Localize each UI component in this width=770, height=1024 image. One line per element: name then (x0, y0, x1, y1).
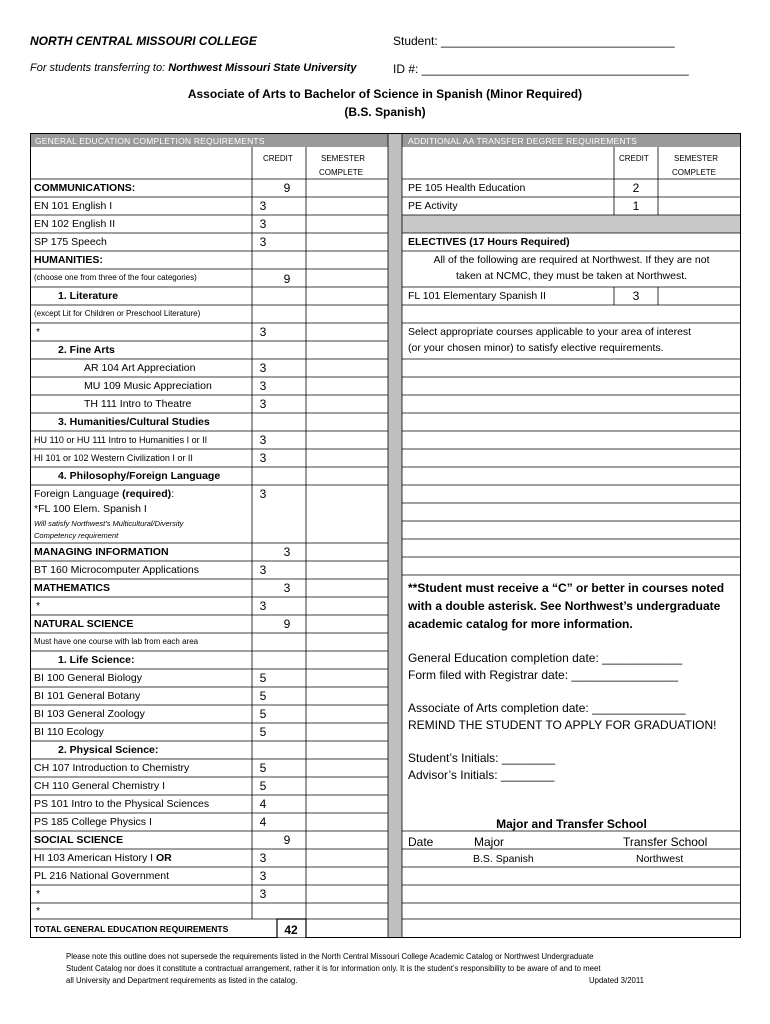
course-pe105: PE 105 Health Education (408, 182, 526, 194)
course-bi101: BI 101 General Botany (34, 690, 141, 702)
course-hi103: HI 103 American History I (34, 852, 156, 864)
credit-pl216: 3 (259, 869, 267, 883)
right-credit-header: CREDIT (619, 154, 649, 163)
credit-bt160: 3 (259, 563, 267, 577)
course-ps101: PS 101 Intro to the Physical Sciences (34, 798, 210, 810)
course-mu109: MU 109 Music Appreciation (84, 380, 212, 392)
managing-total: 3 (283, 545, 291, 559)
multicultural-note-1: Will satisfy Northwest’s Multicultural/Diversity (34, 519, 184, 528)
credit-mu109: 3 (259, 379, 267, 393)
communications-heading: COMMUNICATIONS: (34, 182, 136, 194)
socsci-elective-2: * (36, 905, 41, 917)
transfer-school: Northwest Missouri State University (168, 62, 357, 74)
electives-heading: ELECTIVES (17 Hours Required) (408, 236, 570, 248)
remind-note: REMIND THE STUDENT TO APPLY FOR GRADUATION! (408, 718, 717, 732)
credit-th111: 3 (259, 397, 267, 411)
credit-ar104: 3 (259, 361, 267, 375)
page-subtitle: (B.S. Spanish) (344, 105, 426, 119)
literature-elective: * (36, 326, 41, 338)
life-science-heading: 1. Life Science: (58, 654, 135, 666)
math-heading: MATHEMATICS (34, 582, 111, 594)
philo-heading: 4. Philosophy/Foreign Language (58, 470, 221, 482)
credit-math: 3 (259, 599, 267, 613)
course-hi101: HI 101 or 102 Western Civilization I or II (34, 453, 193, 463)
or-label: OR (155, 852, 172, 864)
course-pl216: PL 216 National Government (34, 870, 170, 882)
electives-note-1: All of the following are required at Northwest. If they are not (433, 254, 710, 266)
credit-pe105: 2 (632, 181, 640, 195)
credit-hi101: 3 (259, 451, 267, 465)
footer-line-3-row (66, 975, 726, 987)
major-value: B.S. Spanish (473, 853, 534, 865)
course-bi100: BI 100 General Biology (34, 672, 142, 684)
course-ar104: AR 104 Art Appreciation (84, 362, 196, 374)
advisor-initials-field[interactable]: Advisor’s Initials: ________ (408, 768, 555, 782)
math-elective: * (36, 600, 41, 612)
left-complete-header: COMPLETE (319, 168, 364, 177)
student-field[interactable]: Student: ___________________________________ (393, 34, 675, 48)
course-hi103-line (34, 852, 172, 864)
fine-arts-heading: 2. Fine Arts (58, 344, 115, 356)
page-title: Associate of Arts to Bachelor of Science in Spanish (Minor Required) (187, 87, 583, 101)
total-label: TOTAL GENERAL EDUCATION REQUIREMENTS (34, 924, 229, 934)
managing-heading: MANAGING INFORMATION (34, 546, 169, 558)
credit-ch110: 5 (259, 779, 267, 793)
credit-fl101: 3 (632, 289, 640, 303)
left-semester-header: SEMESTER (321, 154, 366, 163)
transfer-line (30, 62, 356, 74)
socsci-elective-1: * (36, 888, 41, 900)
right-complete-header: COMPLETE (672, 168, 717, 177)
college-name: NORTH CENTRAL MISSOURI COLLEGE (30, 34, 257, 48)
foreign-colon: : (171, 488, 175, 500)
foreign-language-line (34, 488, 174, 500)
humanities-heading: HUMANITIES: (34, 254, 103, 266)
course-en101: EN 101 English I (34, 200, 113, 212)
natsci-heading: NATURAL SCIENCE (34, 618, 134, 630)
natsci-note: Must have one course with lab from each area (34, 637, 199, 646)
credit-en101: 3 (259, 199, 267, 213)
literature-note: (except Lit for Children or Preschool Literature) (34, 309, 201, 318)
credit-bi110: 5 (259, 725, 267, 739)
physical-science-heading: 2. Physical Science: (58, 744, 159, 756)
left-credit-header: CREDIT (263, 154, 293, 163)
total-value: 42 (284, 923, 298, 937)
credit-literature: 3 (259, 325, 267, 339)
form-filed-field[interactable]: Form filed with Registrar date: ________________ (408, 668, 679, 682)
hum-cult-heading: 3. Humanities/Cultural Studies (58, 416, 210, 428)
grade-note: **Student must receive a “C” or better in courses noted with a double asterisk. See Northwest’s undergraduate academic catalog for more information. (408, 581, 725, 631)
footer-line-3: all University and Department requirements as listed in the catalog. (66, 976, 298, 985)
credit-socsci-elective-1: 3 (259, 887, 267, 901)
multicultural-note-2: Competency requirement (34, 531, 119, 540)
humanities-note: (choose one from three of the four categories) (34, 273, 197, 282)
course-th111: TH 111 Intro to Theatre (84, 398, 192, 410)
electives-note-2: taken at NCMC, they must be taken at Northwest. (455, 270, 688, 282)
footer-line-1: Please note this outline does not supersede the requirements listed in the North Central Missouri College Academic Catalog or Northwest Undergraduate (66, 952, 594, 961)
credit-hu110: 3 (259, 433, 267, 447)
literature-heading: 1. Literature (58, 290, 119, 302)
required-label: (required) (122, 488, 172, 500)
select-note-2: (or your chosen minor) to satisfy elective requirements. (408, 342, 664, 354)
math-total: 3 (283, 581, 291, 595)
credit-ps185: 4 (259, 815, 267, 829)
humanities-total: 9 (283, 272, 291, 286)
gen-ed-header: GENERAL EDUCATION COMPLETION REQUIREMENTS (35, 136, 265, 146)
select-note-1: Select appropriate courses applicable to your area of interest (408, 326, 692, 338)
course-fl101: FL 101 Elementary Spanish II (408, 290, 546, 302)
socsci-heading: SOCIAL SCIENCE (34, 834, 124, 846)
communications-total: 9 (283, 181, 291, 195)
major-column-label: Major (474, 835, 505, 849)
credit-hi103: 3 (259, 851, 267, 865)
credit-ps101: 4 (259, 797, 267, 811)
course-ps185: PS 185 College Physics I (34, 816, 152, 828)
credit-en102: 3 (259, 217, 267, 231)
credit-bi103: 5 (259, 707, 267, 721)
credit-sp175: 3 (259, 235, 267, 249)
natsci-total: 9 (283, 617, 291, 631)
footer-disclaimer (66, 951, 726, 987)
course-ch110: CH 110 General Chemistry I (34, 780, 166, 792)
course-sp175: SP 175 Speech (34, 236, 107, 248)
id-field[interactable]: ID #: ________________________________________ (393, 62, 689, 76)
credit-bi100: 5 (259, 671, 267, 685)
requirements-grid (30, 133, 741, 938)
updated-date: Updated 3/2011 (589, 976, 644, 985)
course-fl100: *FL 100 Elem. Spanish I (34, 503, 147, 515)
socsci-total: 9 (283, 833, 291, 847)
course-bt160: BT 160 Microcomputer Applications (34, 564, 199, 576)
course-pe-activity: PE Activity (408, 200, 458, 212)
major-transfer-heading: Major and Transfer School (496, 817, 647, 831)
course-bi110: BI 110 Ecology (34, 726, 104, 738)
foreign-language-label: Foreign Language (34, 488, 120, 500)
right-semester-header: SEMESTER (674, 154, 719, 163)
credit-ch107: 5 (259, 761, 267, 775)
course-ch107: CH 107 Introduction to Chemistry (34, 762, 190, 774)
aa-transfer-header: ADDITIONAL AA TRANSFER DEGREE REQUIREMENTS (408, 136, 637, 146)
date-column-label: Date (408, 835, 434, 849)
transfer-value: Northwest (636, 853, 684, 865)
credit-foreign-language: 3 (259, 487, 267, 501)
credit-pe-activity: 1 (632, 199, 640, 213)
course-bi103: BI 103 General Zoology (34, 708, 145, 720)
course-hu110: HU 110 or HU 111 Intro to Humanities I or II (34, 435, 208, 445)
transfer-column-label: Transfer School (623, 835, 708, 849)
course-en102: EN 102 English II (34, 218, 116, 230)
credit-bi101: 5 (259, 689, 267, 703)
student-initials-field[interactable]: Student’s Initials: ________ (408, 751, 556, 765)
transfer-prefix: For students transferring to: (30, 62, 166, 74)
aa-date-field[interactable]: Associate of Arts completion date: ______________ (408, 701, 686, 715)
gen-ed-date-field[interactable]: General Education completion date: ____________ (408, 651, 683, 665)
footer-line-2: Student Catalog nor does it constitute a contractual arrangement, rather it is for information only. It is the student’s responsibility to be aware of and to meet (66, 964, 601, 973)
